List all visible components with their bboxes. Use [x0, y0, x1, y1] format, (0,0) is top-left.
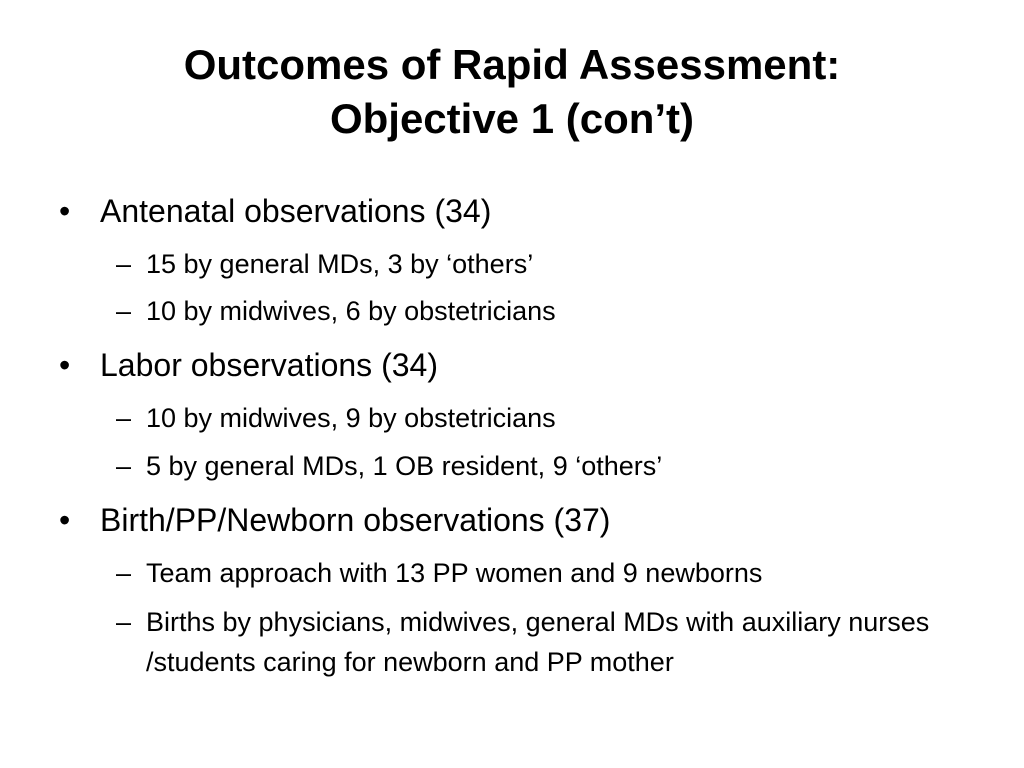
sub-bullet-marker: –	[116, 403, 132, 433]
bullet-marker: •	[59, 347, 71, 383]
sub-bullet-marker: –	[116, 451, 132, 481]
bullet-text: Birth/PP/Newborn observations (37)	[100, 502, 611, 538]
bullet-marker: •	[59, 502, 71, 538]
sub-bullet-text: 5 by general MDs, 1 OB resident, 9 ‘others’	[146, 451, 663, 481]
bullet-text: Antenatal observations (34)	[100, 193, 492, 229]
sub-bullet-text: Team approach with 13 PP women and 9 newborns	[146, 558, 763, 588]
sub-bullet-text: 10 by midwives, 9 by obstetricians	[146, 403, 556, 433]
sub-bullet-text: 10 by midwives, 6 by obstetricians	[146, 296, 556, 326]
sub-bullet-marker: –	[116, 607, 132, 637]
sub-bullet-text: Births by physicians, midwives, general MDs with auxiliary nurses /students caring for newborn and PP mother	[146, 607, 930, 677]
sub-bullet-marker: –	[116, 249, 132, 279]
sub-bullet-marker: –	[116, 558, 132, 588]
bullet-marker: •	[59, 193, 71, 229]
sub-bullet-marker: –	[116, 296, 132, 326]
slide-title-line-1: Outcomes of Rapid Assessment:	[183, 41, 841, 88]
slide-title-line-2: Objective 1 (con’t)	[329, 95, 695, 142]
bullet-text: Labor observations (34)	[100, 347, 438, 383]
sub-bullet-text: 15 by general MDs, 3 by ‘others’	[146, 249, 534, 279]
